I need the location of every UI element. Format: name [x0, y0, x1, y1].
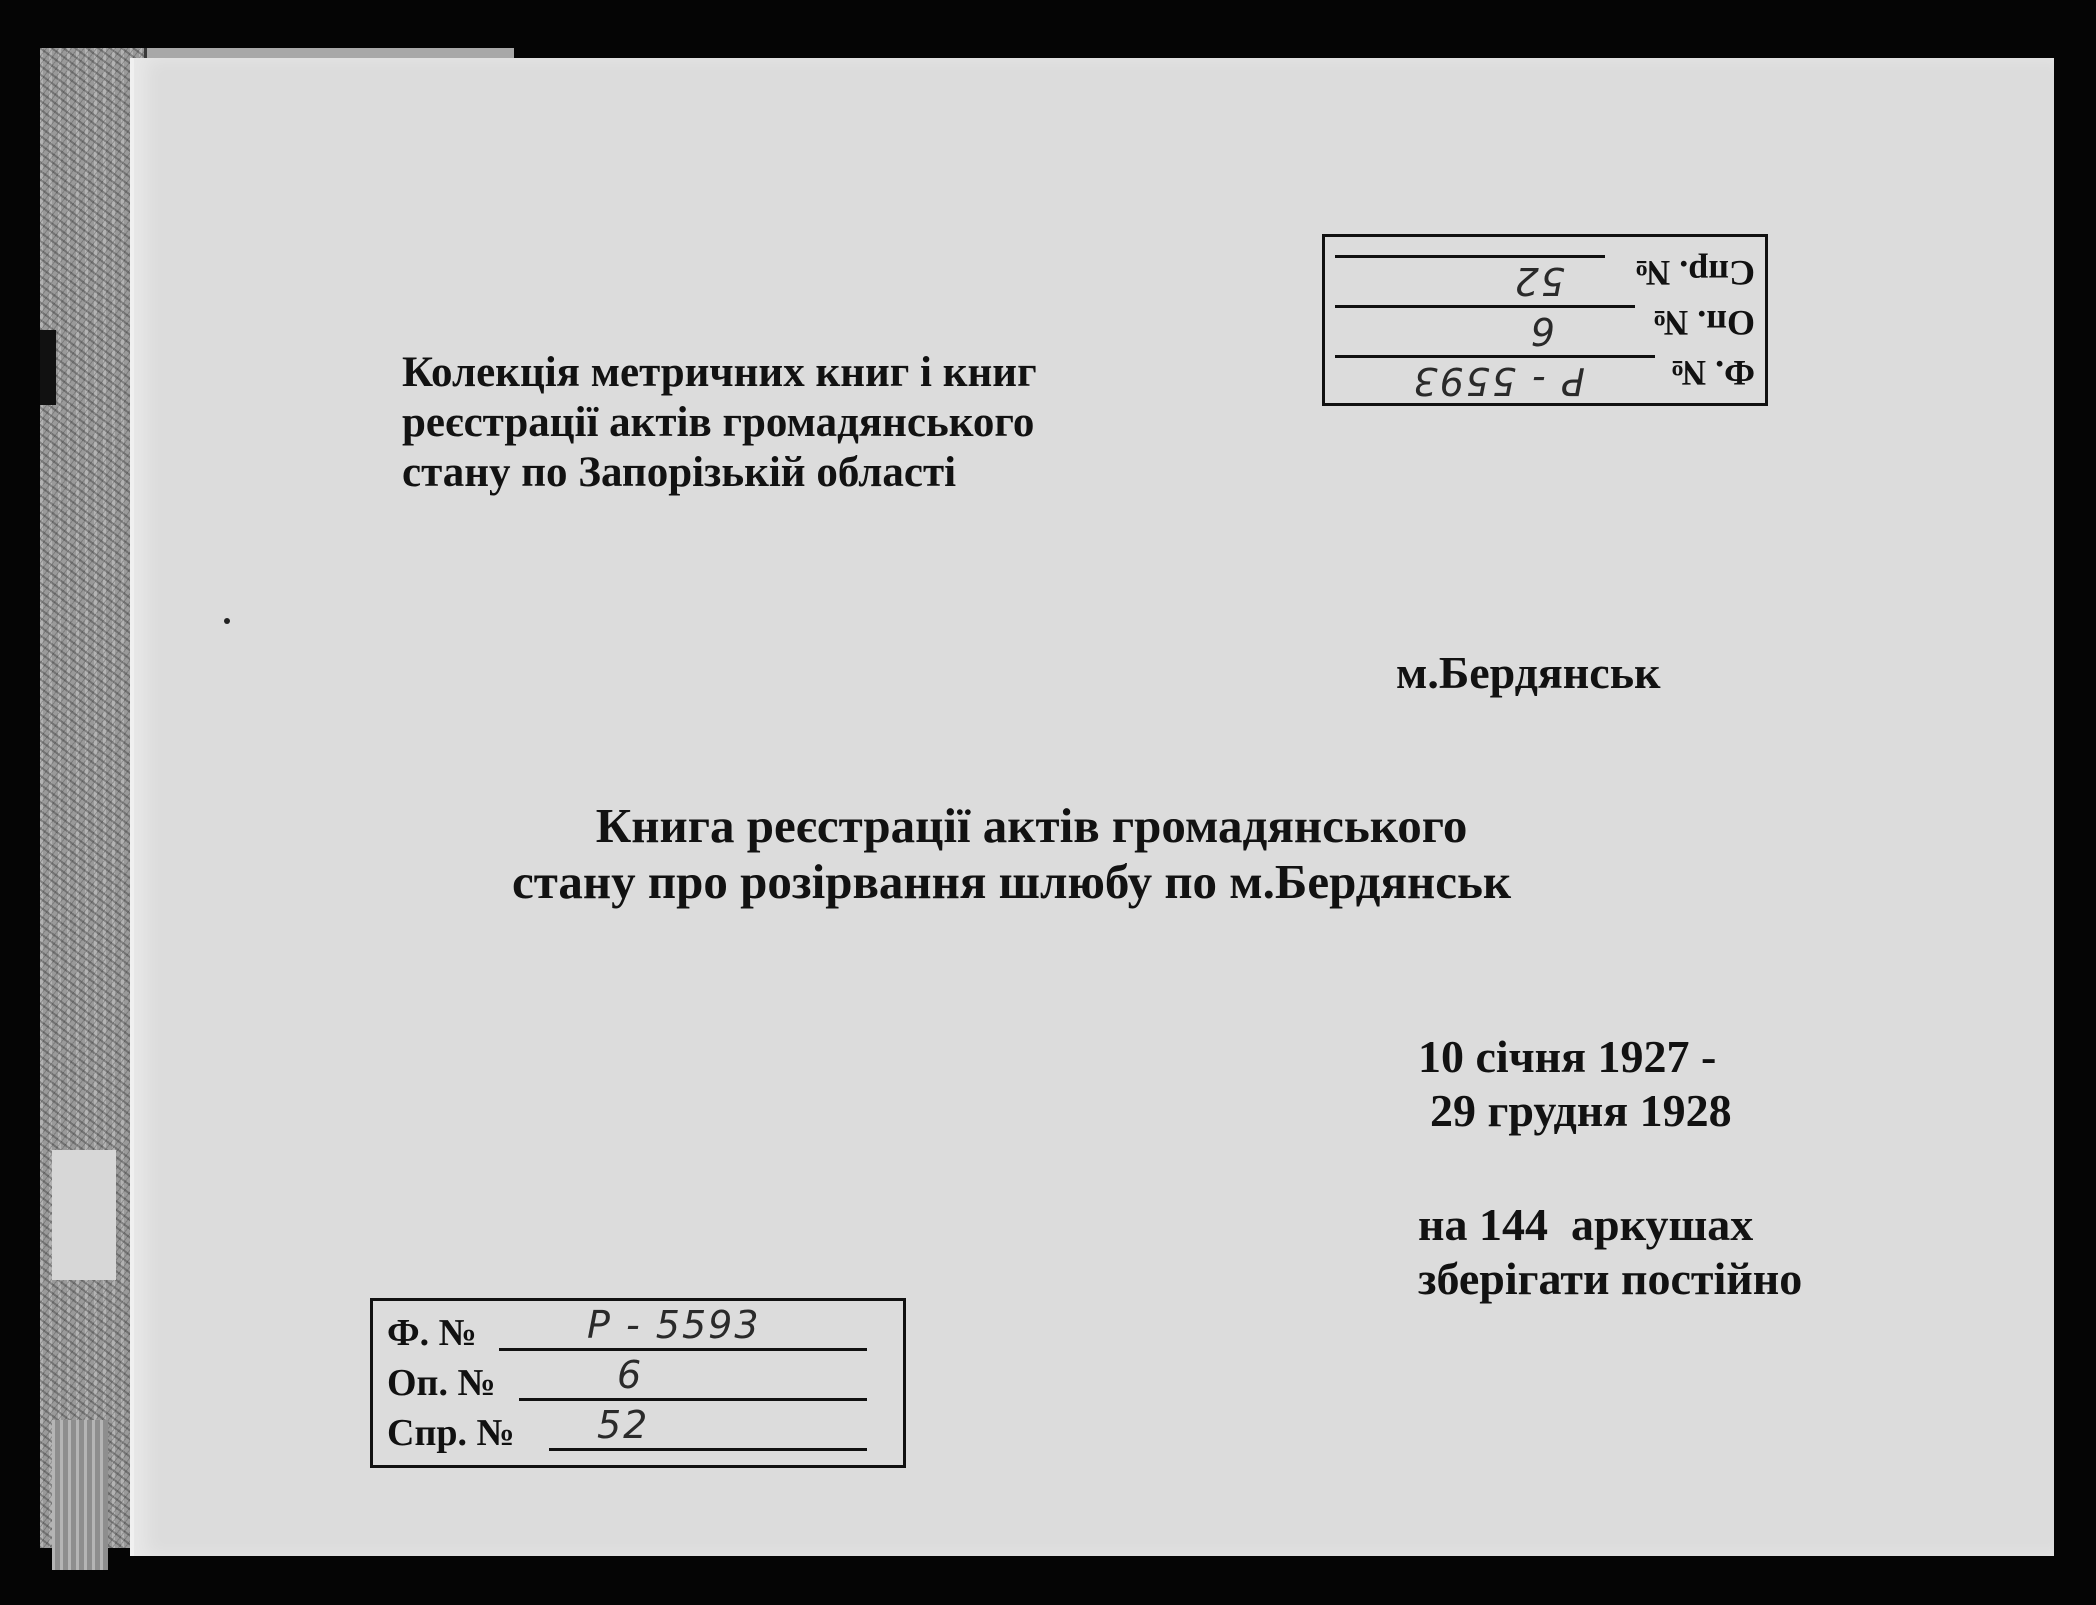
- stamp-sprava-row: [387, 1403, 867, 1457]
- spine-label-strip: [52, 1150, 116, 1280]
- stamp-sprava-value: 52: [597, 1403, 650, 1447]
- stamp-opys-value: 6: [617, 1353, 644, 1397]
- stamp-fond-label: Ф. №: [387, 1312, 477, 1354]
- stamp-opys-line: [519, 1398, 867, 1401]
- stamp-sprava-value: 52: [1512, 259, 1565, 303]
- stamp-fond-row: [387, 1303, 867, 1357]
- paper-speck: [224, 618, 230, 624]
- stamp-sprava-label: Спр. №: [1634, 253, 1755, 293]
- collection-line-3: стану по Запорізькій області: [402, 449, 957, 496]
- spine-lower-texture: [52, 1420, 108, 1570]
- sheet-info: [1418, 1198, 1802, 1306]
- collection-heading: [402, 348, 1037, 498]
- book-title: [512, 798, 1511, 910]
- stamp-fond-value: Р - 5593: [1411, 359, 1585, 403]
- date-start: 10 січня 1927 -: [1418, 1031, 1717, 1082]
- archive-stamp-inverted: [1322, 234, 1768, 406]
- collection-line-1: Колекція метричних книг і книг: [402, 349, 1037, 396]
- stamp-sprava-label: Спр. №: [387, 1412, 515, 1454]
- stamp-sprava-row: [1335, 249, 1755, 303]
- stamp-fond-value: Р - 5593: [587, 1303, 761, 1347]
- date-end: 29 грудня 1928: [1430, 1085, 1732, 1136]
- retention-note: зберігати постійно: [1418, 1253, 1803, 1304]
- stamp-opys-row: [1335, 299, 1755, 353]
- stamp-opys-row: [387, 1353, 867, 1407]
- collection-line-2: реєстрації актів громадянського: [402, 399, 1035, 446]
- stamp-opys-value: 6: [1528, 309, 1555, 353]
- stamp-opys-line: [1335, 305, 1635, 308]
- date-range: [1418, 1030, 1732, 1138]
- book-title-line-1: Книга реєстрації актів громадянського: [595, 798, 1468, 853]
- city-name: м.Бердянськ: [1396, 647, 1661, 698]
- book-title-line-2: стану про розірвання шлюбу по м.Бердянськ: [512, 854, 1512, 909]
- stamp-fond-label: Ф. №: [1669, 353, 1755, 393]
- stamp-opys-label: Оп. №: [1652, 303, 1755, 343]
- stamp-opys-label: Оп. №: [387, 1362, 496, 1404]
- sheet-count: на 144 аркушах: [1418, 1199, 1754, 1250]
- archive-stamp: [370, 1298, 906, 1468]
- spine-mark: [40, 330, 56, 405]
- stamp-fond-row: [1335, 349, 1755, 403]
